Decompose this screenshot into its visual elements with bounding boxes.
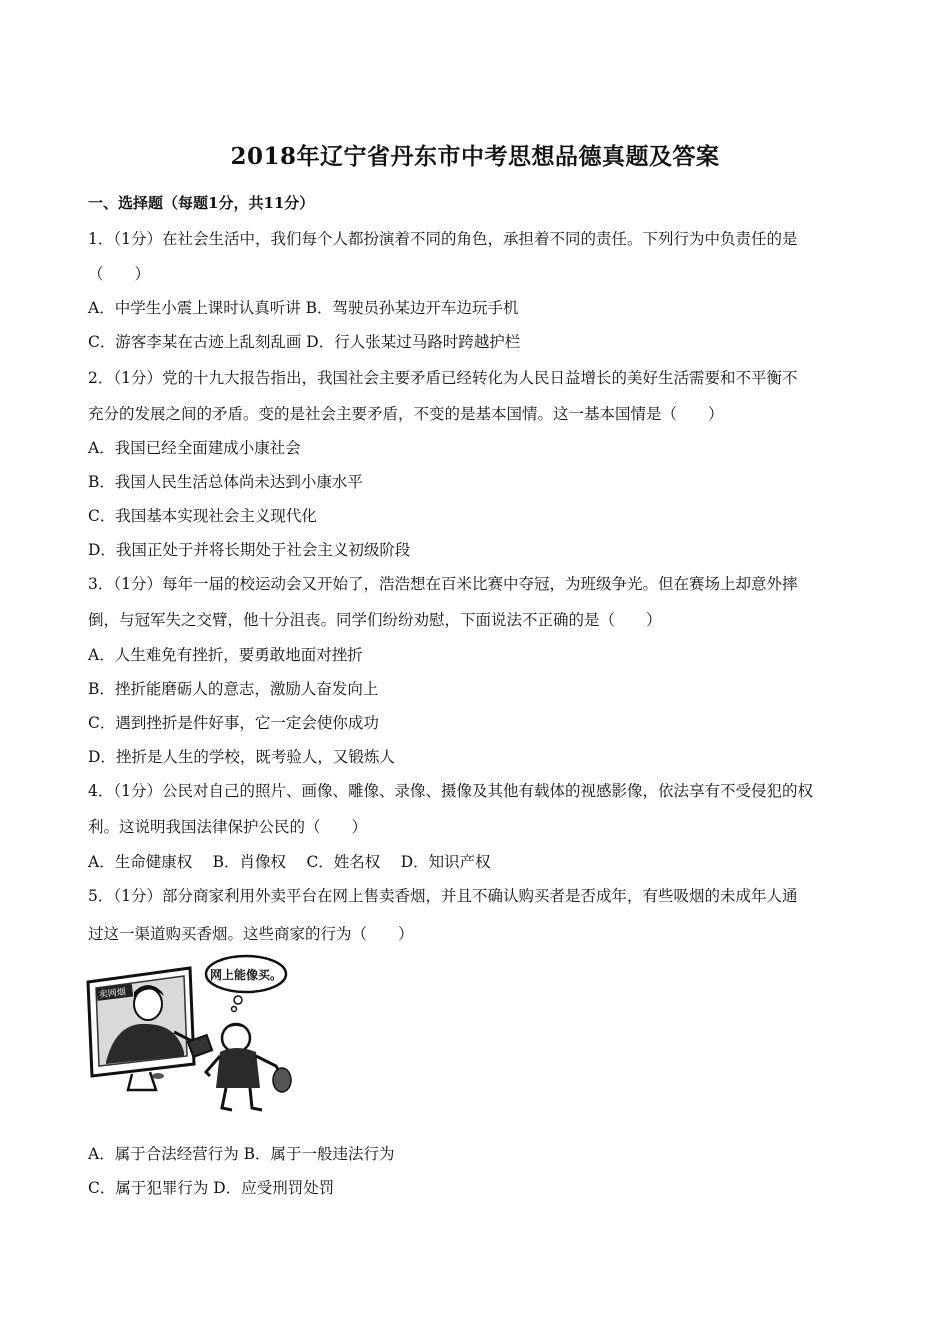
student-leg-right: [250, 1088, 262, 1110]
bubble-dot-small: [232, 1007, 237, 1012]
monitor-stand: [128, 1072, 156, 1090]
question-4-options: A．生命健康权 B．肖像权 C．姓名权 D．知识产权: [88, 853, 491, 871]
question-4-stem-line1: 4．（1分）公民对自己的照片、画像、雕像、录像、摄像及其他有载体的视感影像，依法享有不受侵犯的权: [88, 782, 813, 800]
cartoon-illustration: [86, 952, 301, 1114]
question-2-option-a: A．我国已经全面建成小康社会: [88, 439, 301, 457]
question-1-blank: （ ）: [88, 265, 151, 283]
question-3-stem-line2: 倒，与冠军失之交臂，他十分沮丧。同学们纷纷劝慰，下面说法不正确的是（ ）: [88, 611, 662, 629]
student-leg-left: [222, 1088, 232, 1110]
question-1-stem: 1．（1分）在社会生活中，我们每个人都扮演着不同的角色，承担着不同的责任。下列行为中负责任的是: [88, 230, 798, 248]
question-1-options-cd: C．游客李某在古迹上乱刻乱画 D．行人张某过马路时跨越护栏: [88, 333, 521, 351]
screen-banner-text: 卖网烟: [98, 987, 127, 1001]
question-5-stem-line1: 5．（1分）部分商家利用外卖平台在网上售卖香烟，并且不确认购买者是否成年，有些吸烟的未成年人通: [88, 887, 798, 905]
student-bag: [273, 1068, 291, 1092]
section-heading: 一、选择题（每题1分，共11分）: [88, 194, 315, 212]
question-2-option-d: D．我国正处于并将长期处于社会主义初级阶段: [88, 541, 411, 559]
question-2-stem-line1: 2．（1分）党的十九大报告指出，我国社会主要矛盾已经转化为人民日益增长的美好生活需要和不平衡不: [88, 369, 798, 387]
question-4-stem-line2: 利。这说明我国法律保护公民的（ ）: [88, 818, 368, 836]
question-5-options-cd: C．属于犯罪行为 D．应受刑罚处罚: [88, 1179, 335, 1197]
question-2-option-c: C．我国基本实现社会主义现代化: [88, 507, 317, 525]
thought-bubble-text: 网上能像买。: [209, 968, 283, 982]
question-3-option-d: D．挫折是人生的学校，既考验人，又锻炼人: [88, 748, 395, 766]
question-5-options-ab: A．属于合法经营行为 B．属于一般违法行为: [88, 1145, 395, 1163]
question-5-stem-line2: 过这一渠道购买香烟。这些商家的行为（ ）: [88, 925, 414, 943]
question-3-option-b: B．挫折能磨砺人的意志，激励人奋发向上: [88, 680, 379, 698]
question-3-stem-line1: 3．（1分）每年一届的校运动会又开始了，浩浩想在百米比赛中夺冠，为班级争光。但在赛场上却意外摔: [88, 575, 798, 593]
bubble-dot-large: [234, 996, 242, 1004]
mouse: [152, 1073, 164, 1079]
student-body: [216, 1048, 260, 1088]
question-3-option-a: A．人生难免有挫折，要勇敢地面对挫折: [88, 646, 363, 664]
question-2-option-b: B．我国人民生活总体尚未达到小康水平: [88, 473, 363, 491]
question-3-option-c: C．遇到挫折是件好事，它一定会使你成功: [88, 714, 379, 732]
student-head: [222, 1024, 250, 1052]
question-1-options-ab: A．中学生小震上课时认真听讲 B．驾驶员孙某边开车边玩手机: [88, 299, 519, 317]
question-2-stem-line2: 充分的发展之间的矛盾。变的是社会主要矛盾，不变的是基本国情。这一基本国情是（ ）: [88, 405, 724, 423]
page-title: 2018年辽宁省丹东市中考思想品德真题及答案: [230, 143, 720, 170]
